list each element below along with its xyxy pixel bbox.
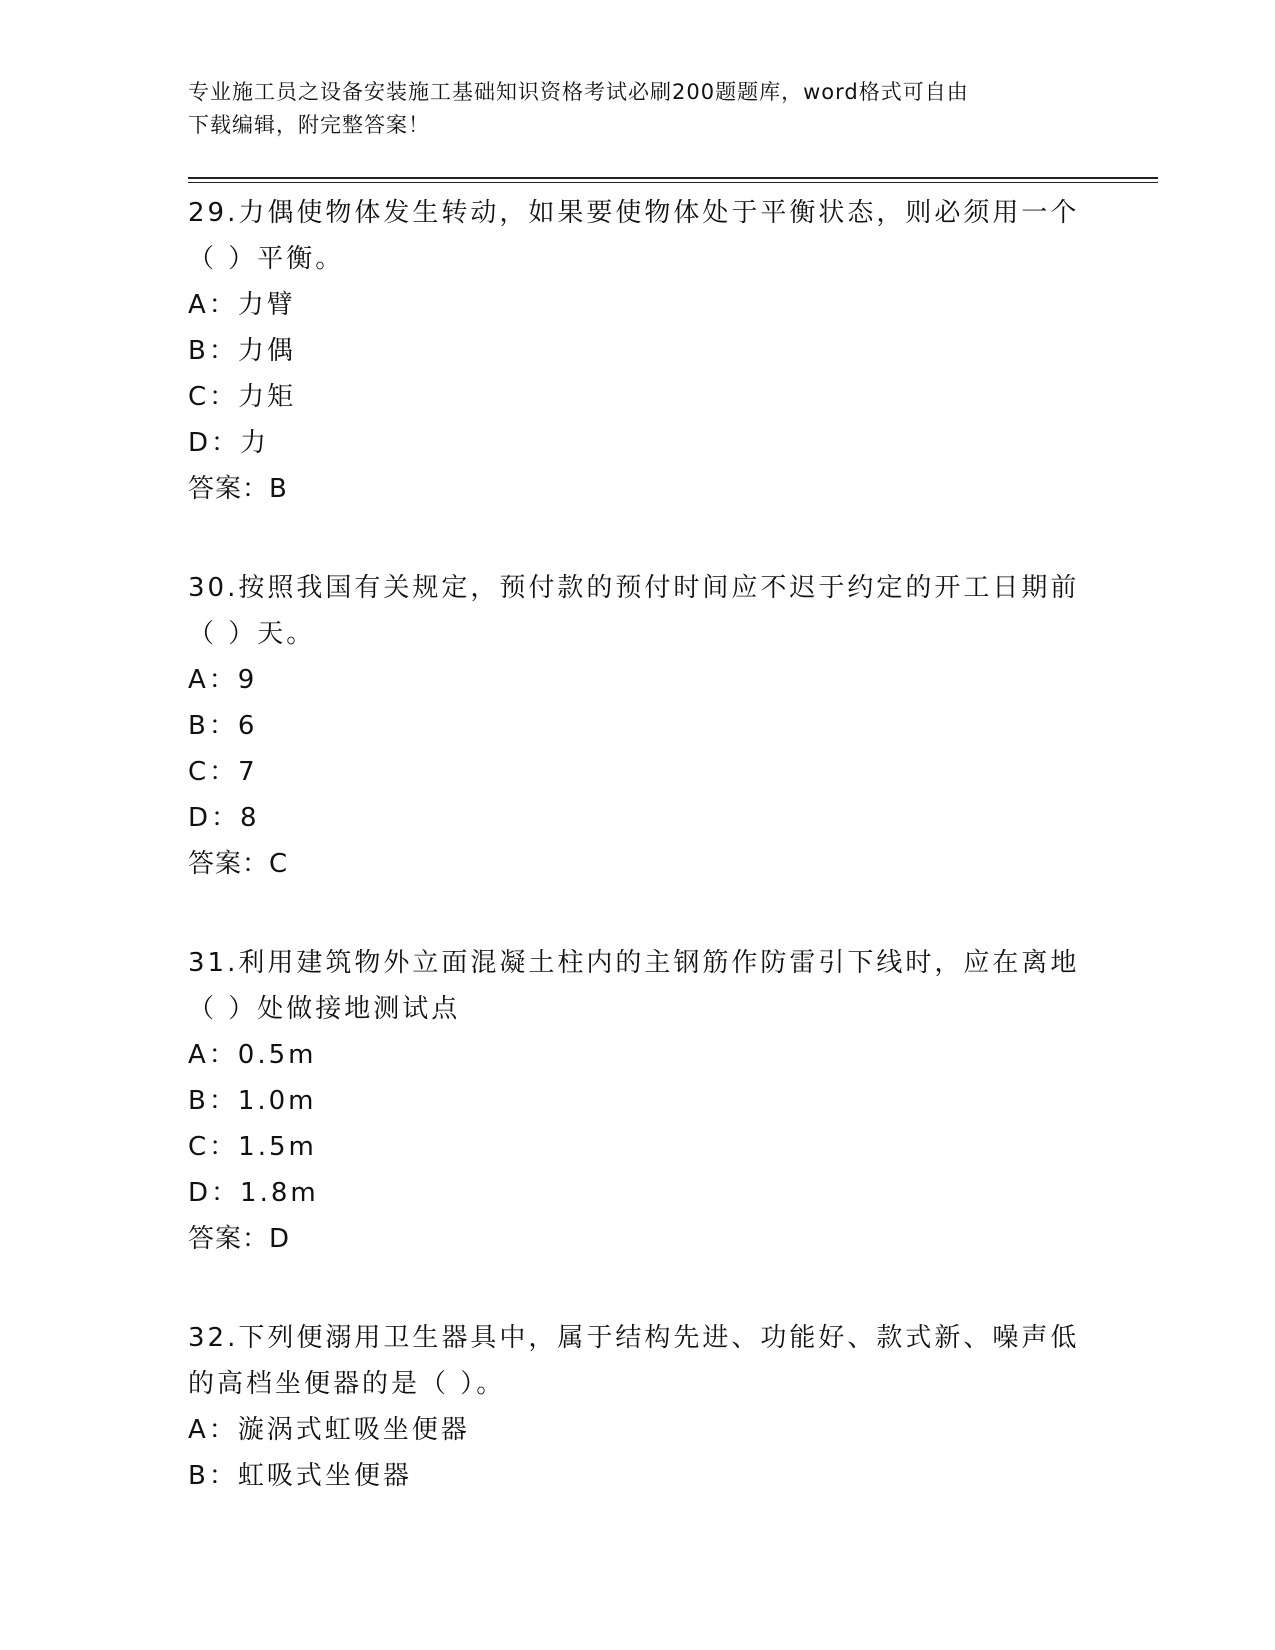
header-line-1: 专业施工员之设备安装施工基础知识资格考试必刷200题题库，word格式可自由 <box>188 80 969 104</box>
option-d: D：力 <box>188 428 270 458</box>
option-b: B：1.0m <box>188 1086 317 1116</box>
question-stem-line-1: 30.按照我国有关规定，预付款的预付时间应不迟于约定的开工日期前 <box>188 573 1080 603</box>
header-divider-thick <box>188 177 1158 179</box>
option-a: A：力臂 <box>188 290 296 320</box>
question-32 <box>188 1315 1088 1499</box>
document-header <box>188 76 1088 142</box>
option-c: C：力矩 <box>188 382 297 412</box>
question-list <box>188 190 1088 1552</box>
option-d: D：8 <box>188 803 260 833</box>
question-stem-line-2: 的高档坐便器的是（ ）。 <box>188 1369 506 1399</box>
option-b: B：虹吸式坐便器 <box>188 1461 412 1491</box>
question-stem <box>188 940 1088 1032</box>
question-stem-line-1: 29.力偶使物体发生转动，如果要使物体处于平衡状态，则必须用一个 <box>188 198 1080 228</box>
option-c: C：7 <box>188 757 258 787</box>
option-a: A：漩涡式虹吸坐便器 <box>188 1415 470 1445</box>
option-a: A：0.5m <box>188 1040 317 1070</box>
question-31 <box>188 940 1088 1262</box>
question-stem-line-2: （ ）处做接地测试点 <box>188 994 461 1024</box>
question-stem <box>188 190 1088 282</box>
question-30 <box>188 565 1088 887</box>
question-stem-line-2: （ ）平衡。 <box>188 244 345 274</box>
option-b: B：力偶 <box>188 336 296 366</box>
question-stem <box>188 565 1088 657</box>
answer-line: 答案：B <box>188 474 288 504</box>
question-stem <box>188 1315 1088 1407</box>
answer-line: 答案：D <box>188 1224 291 1254</box>
option-a: A：9 <box>188 665 258 695</box>
header-divider-thin <box>188 182 1158 183</box>
question-29 <box>188 190 1088 512</box>
option-c: C：1.5m <box>188 1132 317 1162</box>
question-stem-line-1: 31.利用建筑物外立面混凝土柱内的主钢筋作防雷引下线时，应在离地 <box>188 948 1080 978</box>
question-stem-line-2: （ ）天。 <box>188 619 316 649</box>
header-line-2: 下载编辑，附完整答案！ <box>188 113 430 137</box>
question-stem-line-1: 32.下列便溺用卫生器具中，属于结构先进、功能好、款式新、噪声低 <box>188 1323 1080 1353</box>
option-d: D：1.8m <box>188 1178 319 1208</box>
option-b: B：6 <box>188 711 258 741</box>
answer-line: 答案：C <box>188 849 289 879</box>
